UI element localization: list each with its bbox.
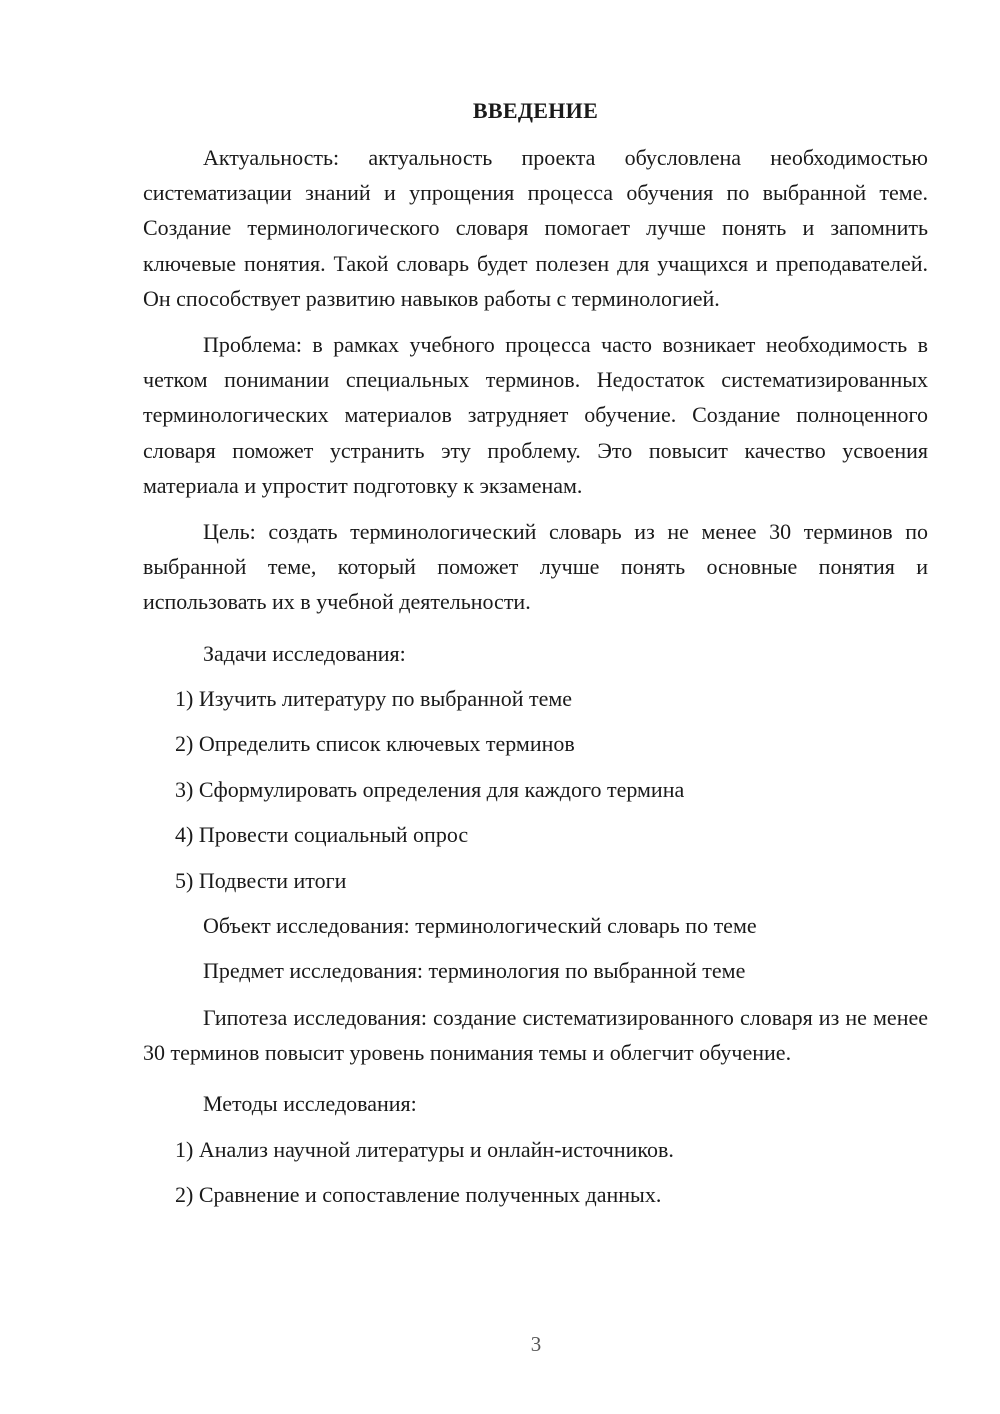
object-line: Объект исследования: терминологический словарь по теме [203,913,757,939]
page-content [143,96,928,1218]
hypothesis-paragraph: Гипотеза исследования: создание систематизированного словаря из не менее 30 терминов повысит уровень понимания темы и облегчит обучение. [143,1004,928,1066]
list-item: 4) Провести социальный опрос [175,822,469,848]
list-item: 2) Определить список ключевых терминов [175,731,575,757]
tasks-heading: Задачи исследования: [203,640,406,666]
list-item: 1) Анализ научной литературы и онлайн-источников. [175,1136,674,1162]
methods-list [143,1127,928,1218]
list-item: 5) Подвести итоги [175,867,347,893]
list-item: 3) Сформулировать определения для каждого термина [175,776,685,802]
page-number: 3 [530,1332,542,1356]
section-title: ВВЕДЕНИЕ [472,98,599,123]
list-item: 2) Сравнение и сопоставление полученных данных. [175,1182,662,1208]
tasks-list [143,676,928,903]
goal-paragraph: Цель: создать терминологический словарь из не менее 30 терминов по выбранной теме, который поможет лучше понять основные понятия и использовать их в учебной деятельности. [143,519,928,615]
list-item: 1) Изучить литературу по выбранной теме [175,686,573,712]
subject-line: Предмет исследования: терминология по выбранной теме [203,958,746,984]
methods-heading: Методы исследования: [203,1091,417,1117]
relevance-paragraph: Актуальность: актуальность проекта обусловлена необходимостью систематизации знаний и упрощения процесса обучения по выбранной теме. Создание терминологического словаря помогает лучше понять и запомнить ключевые понятия. Такой словарь будет полезен для учащихся и преподавателей. Он способствует развитию навыков работы с терминологией. [143,145,928,311]
problem-paragraph: Проблема: в рамках учебного процесса часто возникает необходимость в четком понимании специальных терминов. Недостаток систематизированных терминологических материалов затрудняет обучение. Создание полноценного словаря поможет устранить эту проблему. Это повысит качество усвоения материала и упростит подготовку к экзаменам. [143,332,928,498]
